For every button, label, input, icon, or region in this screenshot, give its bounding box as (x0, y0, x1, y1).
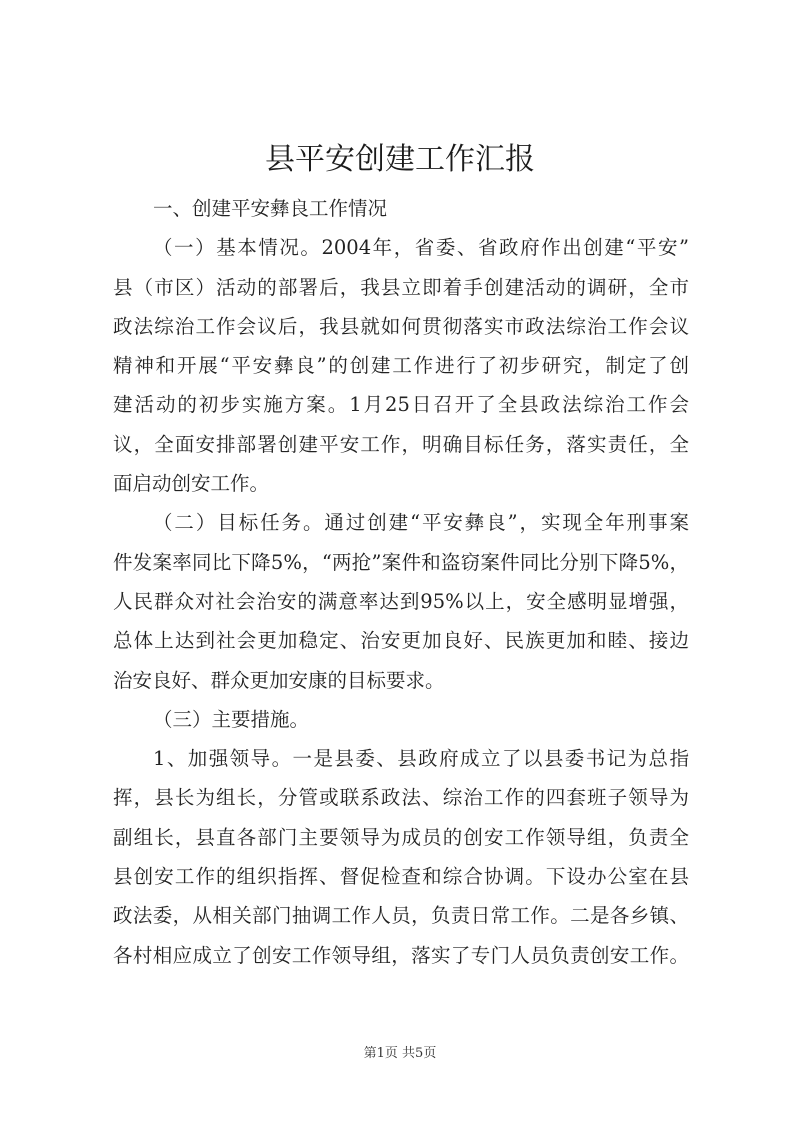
paragraph-line: 政法综治工作会议后，我县就如何贯彻落实市政法综治工作会议 (113, 314, 689, 338)
paragraph-line: 面启动创安工作。 (113, 472, 270, 496)
paragraph-line: 县创安工作的组织指挥、督促检查和综合协调。下设办公室在县 (113, 865, 689, 889)
document-title: 县平安创建工作汇报 (265, 142, 535, 177)
paragraph-line: 县（市区）活动的部署后，我县立即着手创建活动的调研，全市 (113, 275, 689, 299)
paragraph-line: 副组长，县直各部门主要领导为成员的创安工作领导组，负责全 (113, 825, 689, 849)
paragraph-line: 精神和开展“平安彝良”的创建工作进行了初步研究，制定了创 (113, 354, 689, 378)
paragraph-line: 总体上达到社会更加稳定、治安更加良好、民族更加和睦、接边 (113, 629, 689, 653)
page-number: 第1页 共5页 (363, 1046, 437, 1061)
paragraph-line: 建活动的初步实施方案。1月25日召开了全县政法综治工作会 (113, 393, 689, 417)
paragraph-line: 挥，县长为组长，分管或联系政法、综治工作的四套班子领导为 (113, 786, 689, 810)
subsection-heading: （三）主要措施。 (153, 707, 310, 731)
section-heading: 一、创建平安彝良工作情况 (153, 197, 388, 220)
paragraph-line: 议，全面安排部署创建平安工作，明确目标任务，落实责任，全 (113, 432, 689, 456)
paragraph-line: 治安良好、群众更加安康的目标要求。 (113, 668, 445, 692)
paragraph-line: （一）基本情况。2004年，省委、省政府作出创建“平安” (153, 236, 689, 260)
paragraph-line: 人民群众对社会治安的满意率达到95%以上，安全感明显增强， (113, 589, 689, 613)
paragraph-line: 件发案率同比下降5%，“两抢”案件和盗窃案件同比分别下降5%， (113, 550, 689, 574)
paragraph-line: 1、加强领导。一是县委、县政府成立了以县委书记为总指 (153, 747, 689, 771)
paragraph-line: （二）目标任务。通过创建“平安彝良”，实现全年刑事案 (153, 511, 689, 535)
paragraph-line: 政法委，从相关部门抽调工作人员，负责日常工作。二是各乡镇、 (113, 904, 689, 928)
paragraph-line: 各村相应成立了创安工作领导组，落实了专门人员负责创安工作。 (113, 943, 689, 967)
document-body (113, 189, 689, 975)
